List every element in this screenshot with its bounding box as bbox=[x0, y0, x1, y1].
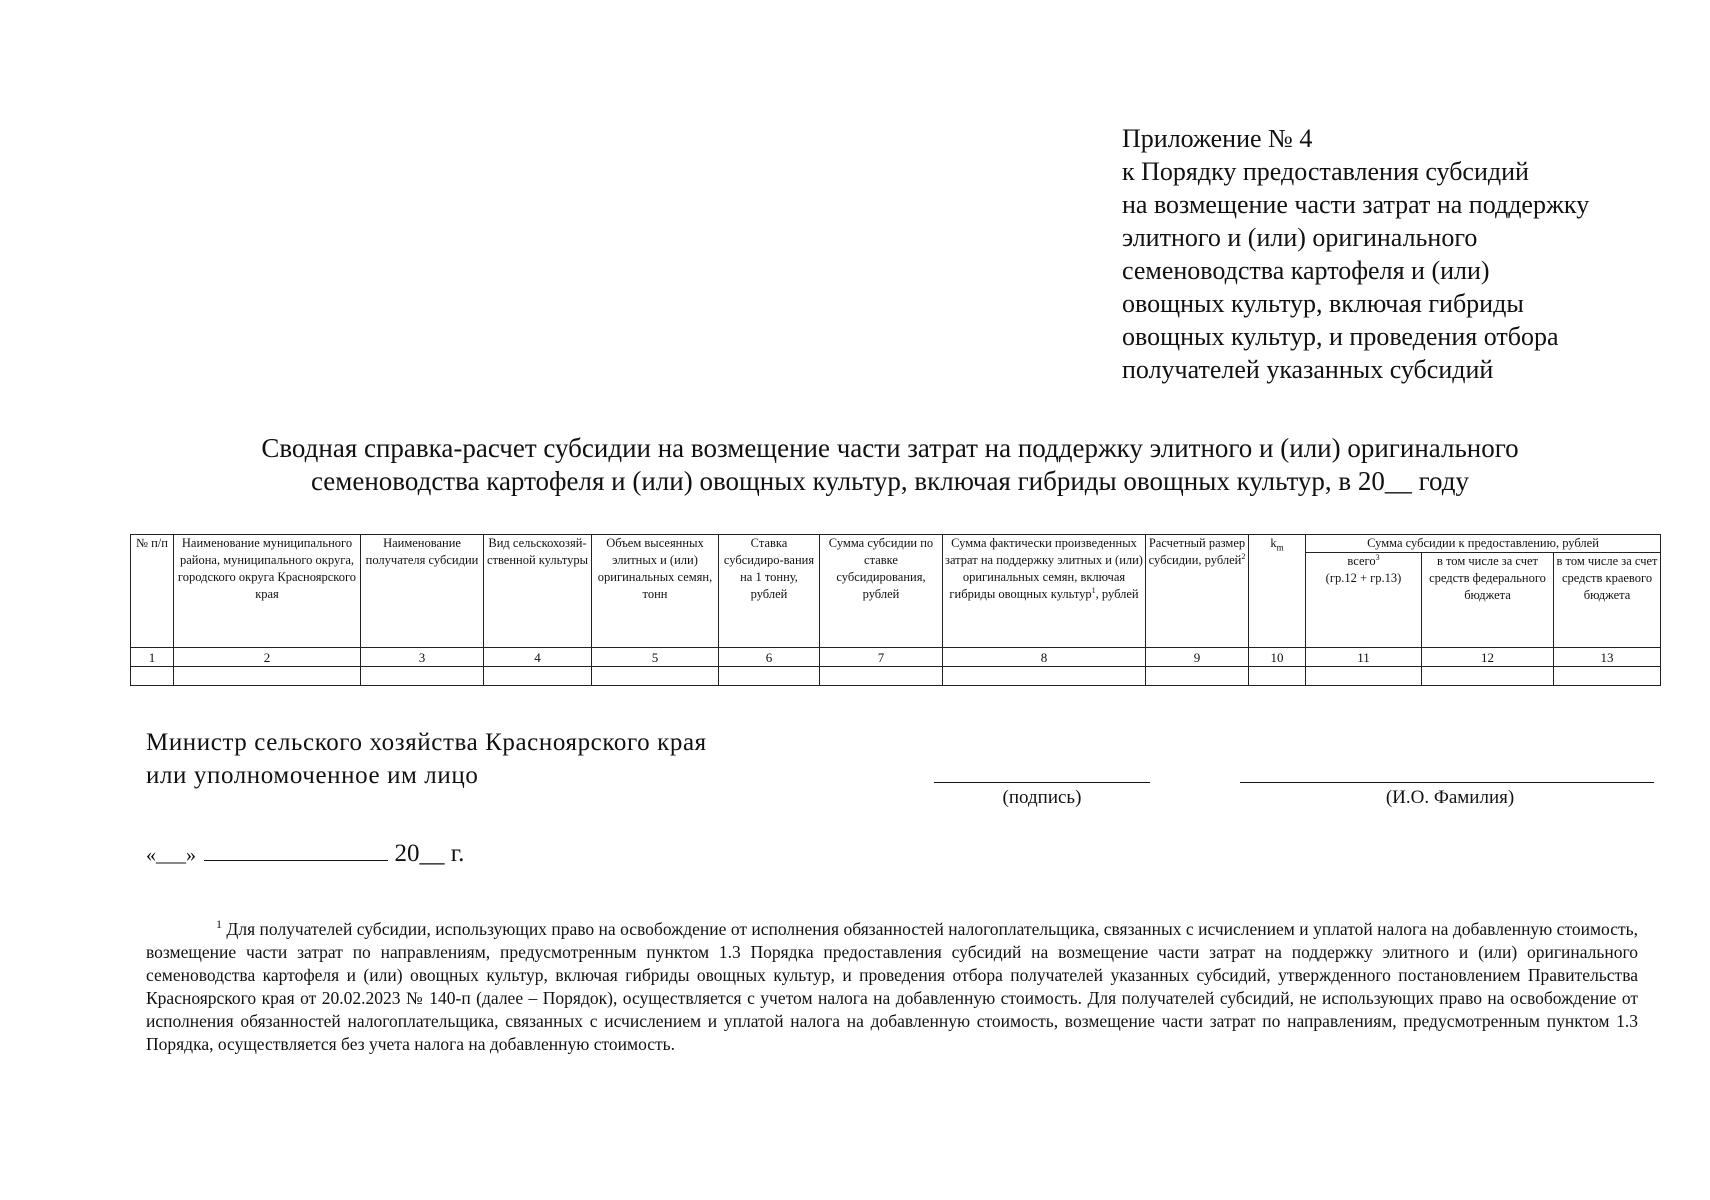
header-actual-costs-text: Сумма фактически произведенных затрат на поддержку элитных и (или) оригинальных семян, включая гибриды овощных культур bbox=[945, 536, 1143, 601]
column-number: 1 bbox=[131, 648, 174, 667]
document-title bbox=[120, 432, 1660, 498]
empty-cell bbox=[1306, 667, 1422, 686]
footnote-text: Для получателей субсидии, использующих право на освобождение от исполнения обязанностей налогоплательщика, связанных с исчислением и уплатой налога на добавленную стоимость, возмещение части затрат по направлениям, предусмотренным пунктом 1.3 Порядка предоставления субсидий на возмещение части затрат на поддержку элитного и (или) оригинального семеноводства картофеля и (или) овощных культур, включая гибриды овощных культур, и проведения отбора получателей указанных субсидий, утвержденного постановлением Правительства Красноярского края от 20.02.2023 № 140-п (далее – Порядок), осуществляется с учетом налога на добавленную стоимость. Для получателей субсидий, не использующих право на освобождение от исполнения обязанностей налогоплательщика, связанных с исчислением и уплатой налога на добавленную стоимость, возмещение части затрат по направлениям, предусмотренным пунктом 1.3 Порядка, осуществляется без учета налога на добавленную стоимость. bbox=[146, 919, 1639, 1054]
calculation-table bbox=[130, 534, 1661, 686]
empty-cell bbox=[1249, 667, 1306, 686]
minister-line-2: или уполномоченное им лицо bbox=[146, 762, 479, 789]
header-seed-volume: Объем высеянных элитных и (или) оригинальных семян, тонн bbox=[592, 535, 719, 648]
footnote-ref: 3 bbox=[1375, 552, 1380, 562]
column-numbers-row bbox=[131, 648, 1661, 667]
header-subsidy-rate: Ставка субсидиро-вания на 1 тонну, рублей bbox=[719, 535, 820, 648]
empty-cell bbox=[719, 667, 820, 686]
header-coefficient bbox=[1249, 535, 1306, 648]
date-month-blank bbox=[204, 840, 388, 861]
signature-line bbox=[934, 782, 1150, 783]
footnote bbox=[146, 918, 1638, 1056]
appendix-line: овощных культур, включая гибриды bbox=[1122, 289, 1524, 318]
appendix-line: Приложение № 4 bbox=[1122, 124, 1313, 153]
signature-label: (подпись) bbox=[1002, 787, 1082, 808]
header-row-number: № п/п bbox=[131, 535, 174, 648]
column-number: 11 bbox=[1306, 648, 1422, 667]
header-group-subsidy: Сумма субсидии к предоставлению, рублей bbox=[1306, 535, 1661, 553]
column-number: 13 bbox=[1554, 648, 1661, 667]
header-coefficient-text: k bbox=[1270, 536, 1277, 550]
header-calculated-subsidy-text: Расчетный размер субсидии, рублей bbox=[1148, 536, 1246, 567]
empty-data-row bbox=[131, 667, 1661, 686]
date-year: 20__ г. bbox=[394, 840, 465, 867]
empty-cell bbox=[131, 667, 174, 686]
header-calculated-subsidy bbox=[1146, 535, 1249, 648]
column-number: 2 bbox=[174, 648, 361, 667]
column-number: 7 bbox=[820, 648, 943, 667]
header-actual-costs-unit: , рублей bbox=[1095, 587, 1139, 601]
header-recipient: Наименование получателя субсидии bbox=[361, 535, 484, 648]
header-subsidy-by-rate: Сумма субсидии по ставке субсидирования, рублей bbox=[820, 535, 943, 648]
footnote-ref: 1 bbox=[1091, 585, 1096, 595]
header-regional: в том числе за счет средств краевого бюджета bbox=[1554, 553, 1661, 648]
appendix-block bbox=[1122, 122, 1589, 386]
name-line bbox=[1240, 782, 1654, 783]
title-line-2: семеноводства картофеля и (или) овощных культур, включая гибриды овощных культур, в 20__ году bbox=[310, 466, 1469, 496]
empty-cell bbox=[484, 667, 592, 686]
empty-cell bbox=[1422, 667, 1554, 686]
date-block bbox=[146, 840, 464, 868]
title-line-1: Сводная справка-расчет субсидии на возмещение части затрат на поддержку элитного и (или) оригинального bbox=[261, 433, 1519, 463]
empty-cell bbox=[1554, 667, 1661, 686]
appendix-line: получателей указанных субсидий bbox=[1122, 355, 1494, 384]
header-municipality: Наименование муниципального района, муниципального округа, городского округа Красноярского края bbox=[174, 535, 361, 648]
empty-cell bbox=[943, 667, 1146, 686]
minister-block bbox=[146, 726, 707, 792]
empty-cell bbox=[1146, 667, 1249, 686]
header-coefficient-subscript: m bbox=[1276, 542, 1284, 553]
column-number: 9 bbox=[1146, 648, 1249, 667]
empty-cell bbox=[820, 667, 943, 686]
column-number: 12 bbox=[1422, 648, 1554, 667]
header-actual-costs bbox=[943, 535, 1146, 648]
header-total-formula: (гр.12 + гр.13) bbox=[1325, 571, 1402, 585]
appendix-line: к Порядку предоставления субсидий bbox=[1122, 157, 1529, 186]
empty-cell bbox=[174, 667, 361, 686]
date-day: «___» bbox=[146, 844, 196, 866]
empty-cell bbox=[361, 667, 484, 686]
appendix-line: на возмещение части затрат на поддержку bbox=[1122, 190, 1590, 219]
header-total bbox=[1306, 553, 1422, 648]
column-number: 4 bbox=[484, 648, 592, 667]
empty-cell bbox=[592, 667, 719, 686]
header-total-text: всего bbox=[1347, 554, 1376, 568]
header-federal: в том числе за счет средств федерального бюджета bbox=[1422, 553, 1554, 648]
column-number: 5 bbox=[592, 648, 719, 667]
appendix-line: овощных культур, и проведения отбора bbox=[1122, 322, 1559, 351]
appendix-line: элитного и (или) оригинального bbox=[1122, 223, 1478, 252]
header-crop-type: Вид сельскохозяй-ственной культуры bbox=[484, 535, 592, 648]
column-number: 10 bbox=[1249, 648, 1306, 667]
appendix-line: семеноводства картофеля и (или) bbox=[1122, 256, 1490, 285]
footnote-ref: 2 bbox=[1241, 551, 1246, 561]
name-label: (И.О. Фамилия) bbox=[1385, 787, 1515, 808]
column-number: 6 bbox=[719, 648, 820, 667]
column-number: 3 bbox=[361, 648, 484, 667]
column-number: 8 bbox=[943, 648, 1146, 667]
minister-line-1: Министр сельского хозяйства Красноярского края bbox=[146, 729, 707, 756]
footnote-marker: 1 bbox=[216, 917, 222, 932]
